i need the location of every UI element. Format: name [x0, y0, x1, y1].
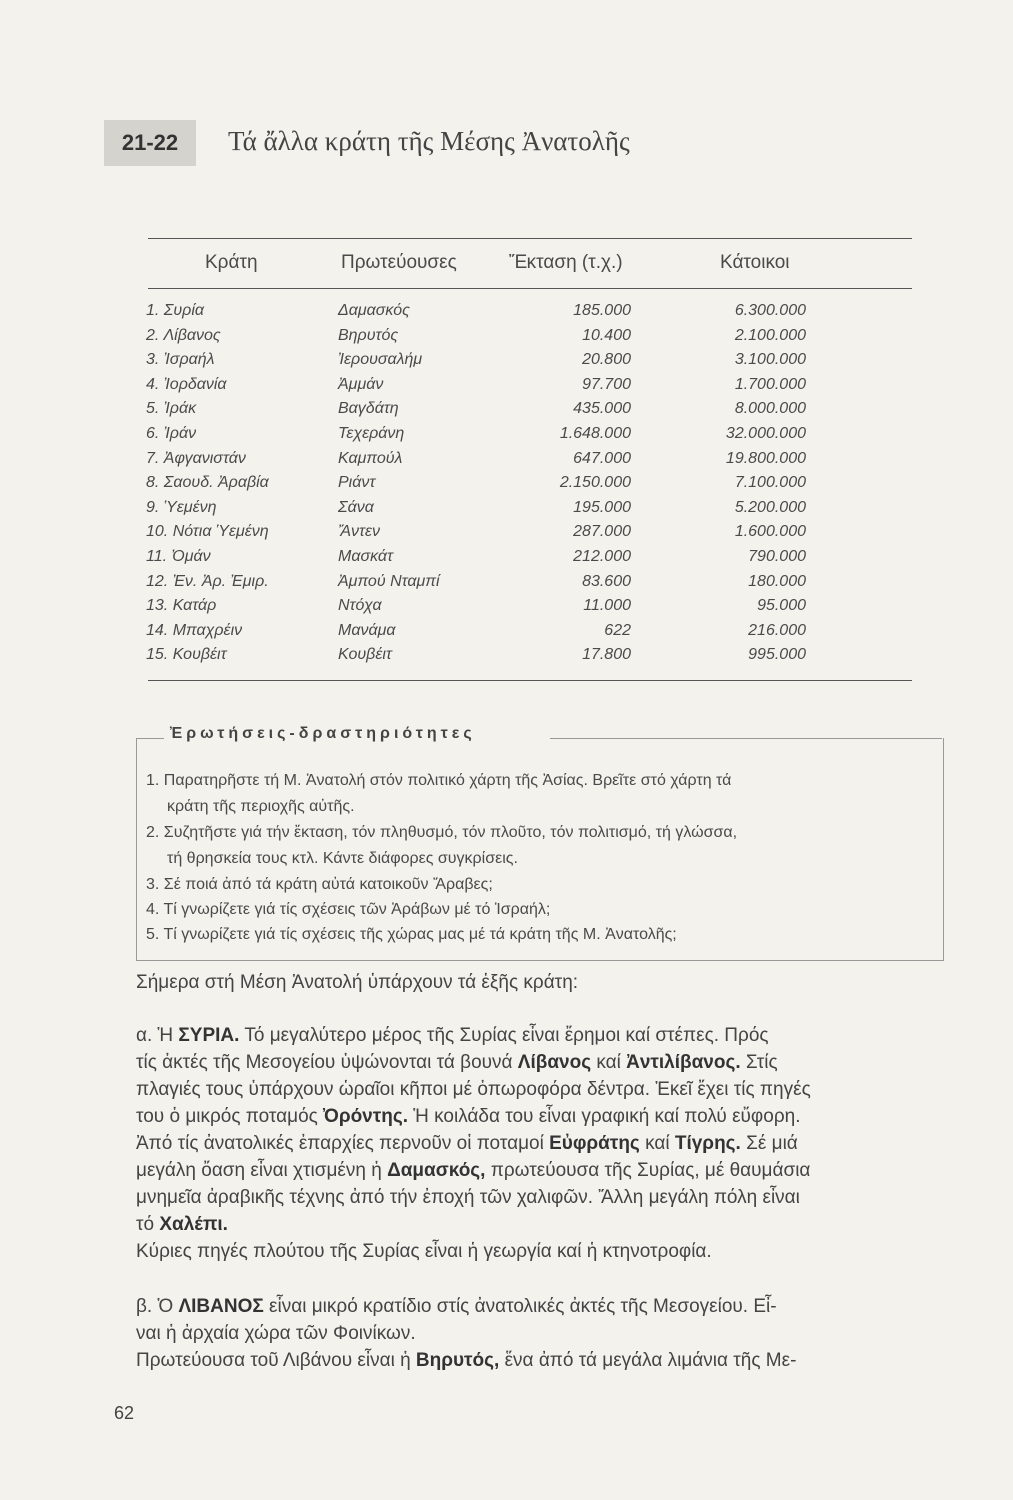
lebanon-line: ναι ἡ ἀρχαία χώρα τῶν Φοινίκων.	[136, 1323, 416, 1344]
state-name: 4. Ἰορδανία	[146, 375, 227, 393]
table-row	[0, 302, 1013, 326]
page-title: Τά ἄλλα κράτη τῆς Μέσης Ἀνατολῆς	[228, 126, 630, 156]
question-text-cont: τή θρησκεία τους κτλ. Κάντε διάφορες συγκρίσεις.	[167, 850, 518, 867]
syria-line: μνημεῖα ἀραβικῆς τέχνης ἀπό τήν ἐποχή τῶν χαλιφῶν. Ἄλλη μεγάλη πόλη εἶναι	[136, 1187, 800, 1208]
area: 647.000	[573, 449, 631, 467]
area: 2.150.000	[559, 474, 631, 492]
question-text: Παρατηρῆστε τή Μ. Ἀνατολή στόν πολιτικό χάρτη τῆς Ἀσίας. Βρεῖτε στό χάρτη τά	[163, 772, 732, 789]
table-row	[0, 523, 1013, 547]
state-name: 3. Ἰσραήλ	[146, 351, 215, 369]
chapter-number: 21-22	[104, 120, 196, 166]
area: 287.000	[573, 523, 631, 541]
table-row	[0, 327, 1013, 351]
population: 7.100.000	[734, 474, 806, 492]
area: 212.000	[573, 548, 631, 565]
syria-line: τό Χαλέπι.	[136, 1214, 228, 1235]
population: 19.800.000	[725, 449, 806, 467]
area: 17.800	[582, 646, 631, 664]
table-row	[0, 376, 1013, 400]
area: 11.000	[583, 597, 631, 615]
question-number: 2.	[146, 824, 160, 841]
population: 8.000.000	[734, 400, 806, 418]
area: 83.600	[582, 572, 631, 590]
state-name: 10. Νότια Ὑεμένη	[146, 523, 269, 541]
question-item	[146, 901, 550, 919]
column-header-area: Ἔκταση (τ.χ.)	[509, 252, 623, 273]
state-name: 7. Ἀφγανιστάν	[146, 449, 246, 467]
capital: Καμπούλ	[338, 449, 403, 467]
capital: Ντόχα	[338, 597, 382, 615]
state-name: 1. Συρία	[146, 302, 205, 319]
capital: Κουβέιτ	[338, 646, 392, 664]
table-row	[0, 597, 1013, 621]
table-row	[0, 499, 1013, 523]
lebanon-line: β. Ὁ ΛΙΒΑΝΟΣ εἶναι μικρό κρατίδιο στίς ἀνατολικές ἀκτές τῆς Μεσογείου. Εἶ-	[136, 1296, 777, 1317]
population: 995.000	[748, 646, 806, 664]
capital: Ριάντ	[338, 474, 376, 492]
area: 195.000	[573, 498, 631, 516]
syria-line: Κύριες πηγές πλούτου τῆς Συρίας εἶναι ἡ γεωργία καί ἡ κτηνοτροφία.	[136, 1241, 712, 1262]
capital: Μανάμα	[338, 621, 396, 639]
intro-text: Σήμερα στή Μέση Ἀνατολή ὑπάρχουν τά ἑξῆς κράτη:	[136, 972, 579, 993]
capital: Βαγδάτη	[338, 400, 399, 418]
capital: Σάνα	[338, 498, 374, 516]
state-name: 9. Ὑεμένη	[146, 498, 217, 516]
population: 1.700.000	[734, 375, 806, 393]
state-name: 11. Ὀμάν	[146, 548, 211, 565]
syria-line: α. Ἡ ΣΥΡΙΑ. Τό μεγαλύτερο μέρος τῆς Συρίας εἶναι ἔρημοι καί στέπες. Πρός	[136, 1025, 769, 1046]
capital: Δαμασκός	[338, 302, 410, 319]
page-number: 62	[114, 1403, 135, 1423]
table-row	[0, 450, 1013, 474]
table-row	[0, 573, 1013, 597]
table-row	[0, 474, 1013, 498]
questions-heading: Ἐρωτήσεις-δραστηριότητες	[170, 725, 476, 742]
population: 790.000	[748, 548, 806, 565]
questions-box-top-rule	[136, 738, 164, 739]
table-row	[0, 548, 1013, 572]
table-row	[0, 351, 1013, 375]
area: 435.000	[573, 400, 631, 418]
state-name: 15. Κουβέιτ	[146, 646, 227, 664]
capital: Ἀμμάν	[338, 375, 384, 393]
population: 1.600.000	[734, 523, 806, 541]
question-item	[146, 876, 493, 894]
capital: Ἰερουσαλήμ	[338, 351, 423, 369]
table-row	[0, 425, 1013, 449]
population: 180.000	[748, 572, 806, 590]
area: 185.000	[573, 302, 631, 319]
lebanon-line: Πρωτεύουσα τοῦ Λιβάνου εἶναι ἡ Βηρυτός, ἕνα ἀπό τά μεγάλα λιμάνια τῆς Με-	[136, 1350, 797, 1371]
question-item	[146, 772, 731, 790]
question-text: Τί γνωρίζετε γιά τίς σχέσεις τῆς χώρας μας μέ τά κράτη τῆς Μ. Ἀνατολῆς;	[163, 926, 677, 943]
question-text: Σέ ποιά ἀπό τά κράτη αὐτά κατοικοῦν Ἄραβες;	[163, 876, 493, 893]
table-bottom-rule	[148, 680, 912, 681]
column-header-population: Κάτοικοι	[720, 252, 790, 273]
question-number: 1.	[146, 772, 160, 789]
syria-line: Ἀπό τίς ἀνατολικές ἐπαρχίες περνοῦν οἱ ποταμοί Εὐφράτης καί Τίγρης. Σέ μιά	[136, 1133, 798, 1154]
state-name: 12. Ἐν. Ἀρ. Ἐμιρ.	[146, 572, 269, 590]
question-item	[146, 926, 677, 944]
population: 95.000	[757, 597, 806, 615]
table-top-rule	[148, 238, 912, 239]
question-text-cont: κράτη τῆς περιοχῆς αὐτῆς.	[167, 798, 355, 815]
capital: Ἀμπού Νταμπί	[338, 572, 440, 590]
state-name: 13. Κατάρ	[146, 597, 217, 615]
table-row	[0, 622, 1013, 646]
population: 216.000	[748, 621, 806, 639]
syria-line: του ὁ μικρός ποταμός Ὀρόντης. Ἡ κοιλάδα του εἶναι γραφική καί πολύ εὔφορη.	[136, 1106, 801, 1127]
syria-line: μεγάλη ὄαση εἶναι χτισμένη ἡ Δαμασκός, πρωτεύουσα τῆς Συρίας, μέ θαυμάσια	[136, 1160, 811, 1181]
state-name: 8. Σαουδ. Ἀραβία	[146, 474, 269, 492]
state-name: 14. Μπαχρέιν	[146, 621, 243, 639]
question-number: 3.	[146, 876, 160, 893]
area: 1.648.000	[559, 425, 631, 442]
population: 32.000.000	[725, 425, 806, 442]
population: 3.100.000	[734, 351, 806, 369]
population: 5.200.000	[734, 498, 806, 516]
state-name: 5. Ἰράκ	[146, 400, 197, 418]
capital: Ἄντεν	[338, 523, 381, 541]
question-number: 5.	[146, 926, 160, 943]
column-header-capitals: Πρωτεύουσες	[341, 252, 457, 273]
capital: Βηρυτός	[338, 326, 399, 344]
state-name: 2. Λίβανος	[146, 326, 221, 344]
question-text: Τί γνωρίζετε γιά τίς σχέσεις τῶν Ἀράβων μέ τό Ἰσραήλ;	[163, 901, 551, 918]
table-row	[0, 400, 1013, 424]
question-text: Συζητῆστε γιά τήν ἔκταση, τόν πληθυσμό, τόν πλοῦτο, τόν πολιτισμό, τή γλώσσα,	[163, 824, 738, 841]
table-header-rule	[148, 288, 912, 289]
syria-line: τίς ἀκτές τῆς Μεσογείου ὑψώνονται τά βουνά Λίβανος καί Ἀντιλίβανος. Στίς	[136, 1052, 778, 1073]
capital: Μασκάτ	[338, 548, 394, 565]
state-name: 6. Ἰράν	[146, 425, 197, 442]
area: 10.400	[582, 326, 631, 344]
syria-line: πλαγιές τους ὑπάρχουν ὡραῖοι κῆποι μέ ὀπωροφόρα δέντρα. Ἐκεῖ ἔχει τίς πηγές	[136, 1079, 811, 1100]
population: 6.300.000	[734, 302, 806, 319]
area: 622	[604, 621, 631, 639]
area: 20.800	[582, 351, 631, 369]
questions-box-top-rule	[550, 738, 942, 739]
area: 97.700	[582, 375, 631, 393]
question-number: 4.	[146, 901, 160, 918]
column-header-states: Κράτη	[205, 252, 258, 273]
question-item	[146, 824, 737, 842]
population: 2.100.000	[734, 326, 806, 344]
capital: Τεχεράνη	[338, 425, 405, 442]
table-row	[0, 646, 1013, 670]
